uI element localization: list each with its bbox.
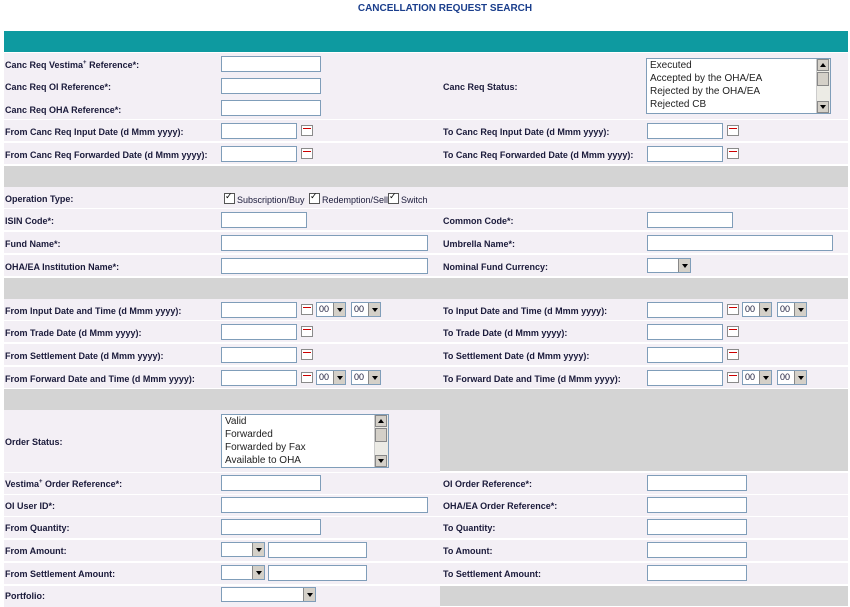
scroll-up-arrow-icon[interactable] <box>375 415 387 427</box>
list-item[interactable]: Accepted by the OHA/EA <box>650 73 763 84</box>
from-trade-date-label: From Trade Date (d Mmm yyyy): <box>5 328 142 338</box>
chevron-down-icon[interactable] <box>794 303 806 316</box>
calendar-icon[interactable] <box>727 148 739 159</box>
checkbox-subscription-buy[interactable]: ✓ Subscription/Buy <box>224 193 305 205</box>
from-quantity-label: From Quantity: <box>5 523 70 533</box>
chevron-down-icon[interactable] <box>303 588 315 601</box>
canc-req-vestima-ref-input[interactable] <box>221 56 321 72</box>
calendar-icon[interactable] <box>301 304 313 315</box>
calendar-icon[interactable] <box>301 326 313 337</box>
to-trade-date-input[interactable] <box>647 324 723 340</box>
oi-order-ref-input[interactable] <box>647 475 747 491</box>
page-title: CANCELLATION REQUEST SEARCH <box>357 3 533 14</box>
canc-req-vestima-ref-label: Canc Req Vestima+ Reference*: <box>5 60 140 70</box>
from-forward-datetime-label: From Forward Date and Time (d Mmm yyyy): <box>5 374 195 384</box>
common-code-label: Common Code*: <box>443 216 514 226</box>
checkbox-switch[interactable]: ✓ Switch <box>388 193 428 205</box>
from-settlement-amount-label: From Settlement Amount: <box>5 569 116 579</box>
nominal-fund-currency-select[interactable] <box>647 258 691 273</box>
chevron-down-icon[interactable] <box>794 371 806 384</box>
from-trade-date-input[interactable] <box>221 324 297 340</box>
chevron-down-icon[interactable] <box>368 303 380 316</box>
list-item[interactable]: Forwarded by Fax <box>225 442 306 453</box>
calendar-icon[interactable] <box>727 326 739 337</box>
canc-req-oha-ref-input[interactable] <box>221 100 321 116</box>
minute-select[interactable]: 00 <box>777 302 807 317</box>
to-canc-input-date-input[interactable] <box>647 123 723 139</box>
to-settlement-amount-input[interactable] <box>647 565 747 581</box>
to-trade-date-label: To Trade Date (d Mmm yyyy): <box>443 328 568 338</box>
minute-select[interactable]: 00 <box>351 370 381 385</box>
oha-institution-name-input[interactable] <box>221 258 428 274</box>
oha-order-ref-input[interactable] <box>647 497 747 513</box>
from-canc-input-date-label: From Canc Req Input Date (d Mmm yyyy): <box>5 127 184 137</box>
from-forward-date-input[interactable] <box>221 370 297 386</box>
from-settlement-date-input[interactable] <box>221 347 297 363</box>
calendar-icon[interactable] <box>727 304 739 315</box>
to-canc-input-date-label: To Canc Req Input Date (d Mmm yyyy): <box>443 127 610 137</box>
section-separator <box>4 389 848 410</box>
from-amount-input[interactable] <box>268 542 367 558</box>
oi-order-ref-label: OI Order Reference*: <box>443 479 533 489</box>
portfolio-label: Portfolio: <box>5 591 45 601</box>
chevron-down-icon[interactable] <box>759 371 771 384</box>
list-item[interactable]: Executed <box>650 60 692 71</box>
to-quantity-label: To Quantity: <box>443 523 496 533</box>
checkbox-checked-icon[interactable] <box>224 193 235 204</box>
to-amount-label: To Amount: <box>443 546 493 556</box>
listbox-scrollbar[interactable] <box>816 59 830 113</box>
to-settlement-amount-label: To Settlement Amount: <box>443 569 541 579</box>
list-item[interactable]: Forwarded <box>225 429 273 440</box>
canc-req-status-listbox[interactable] <box>646 58 831 114</box>
chevron-down-icon[interactable] <box>252 543 264 556</box>
umbrella-name-input[interactable] <box>647 235 833 251</box>
canc-req-status-label: Canc Req Status: <box>443 82 518 92</box>
isin-code-label: ISIN Code*: <box>5 216 55 226</box>
umbrella-name-label: Umbrella Name*: <box>443 239 516 249</box>
calendar-icon[interactable] <box>727 372 739 383</box>
minute-select[interactable]: 00 <box>777 370 807 385</box>
scroll-thumb[interactable] <box>817 72 829 86</box>
common-code-input[interactable] <box>647 212 733 228</box>
scroll-down-arrow-icon[interactable] <box>817 101 829 113</box>
list-item[interactable]: Valid <box>225 416 247 427</box>
to-canc-fwd-date-label: To Canc Req Forwarded Date (d Mmm yyyy): <box>443 150 634 160</box>
from-canc-fwd-date-label: From Canc Req Forwarded Date (d Mmm yyyy): <box>5 150 208 160</box>
calendar-icon[interactable] <box>301 148 313 159</box>
list-item[interactable]: Rejected CB <box>650 99 707 110</box>
checkbox-checked-icon[interactable] <box>309 193 320 204</box>
scroll-thumb[interactable] <box>375 428 387 442</box>
from-canc-input-date-input[interactable] <box>221 123 297 139</box>
chevron-down-icon[interactable] <box>252 566 264 579</box>
header-band <box>4 31 848 52</box>
to-input-date-input[interactable] <box>647 302 723 318</box>
chevron-down-icon[interactable] <box>678 259 690 272</box>
isin-code-input[interactable] <box>221 212 307 228</box>
from-quantity-input[interactable] <box>221 519 321 535</box>
checkbox-redemption-sell[interactable]: ✓ Redemption/Sell <box>309 193 388 205</box>
canc-req-oi-ref-label: Canc Req OI Reference*: <box>5 82 112 92</box>
list-item[interactable]: Rejected by the OHA/EA <box>650 86 761 97</box>
from-settlement-amount-currency-select[interactable] <box>221 565 265 580</box>
chevron-down-icon[interactable] <box>333 371 345 384</box>
from-amount-label: From Amount: <box>5 546 67 556</box>
listbox-scrollbar[interactable] <box>374 415 388 467</box>
chevron-down-icon[interactable] <box>759 303 771 316</box>
list-item[interactable]: Available to OHA <box>225 455 301 466</box>
hour-select[interactable]: 00 <box>742 370 772 385</box>
section-separator <box>4 166 848 187</box>
hour-select[interactable]: 00 <box>316 370 346 385</box>
fund-name-label: Fund Name*: <box>5 239 61 249</box>
calendar-icon[interactable] <box>727 349 739 360</box>
canc-req-oha-ref-label: Canc Req OHA Reference*: <box>5 105 122 115</box>
to-quantity-input[interactable] <box>647 519 747 535</box>
operation-type-label: Operation Type: <box>5 194 74 204</box>
oha-institution-name-label: OHA/EA Institution Name*: <box>5 262 120 272</box>
to-input-datetime-label: To Input Date and Time (d Mmm yyyy): <box>443 306 608 316</box>
oha-order-ref-label: OHA/EA Order Reference*: <box>443 501 558 511</box>
calendar-icon[interactable] <box>301 349 313 360</box>
vestima-order-ref-label: Vestima+ Order Reference*: <box>5 479 123 489</box>
to-forward-datetime-label: To Forward Date and Time (d Mmm yyyy): <box>443 374 621 384</box>
hour-select[interactable]: 00 <box>316 302 346 317</box>
order-status-listbox[interactable] <box>221 414 389 468</box>
calendar-icon[interactable] <box>301 125 313 136</box>
scroll-down-arrow-icon[interactable] <box>375 455 387 467</box>
portfolio-select[interactable] <box>221 587 316 602</box>
canc-req-oi-ref-input[interactable] <box>221 78 321 94</box>
from-input-datetime-label: From Input Date and Time (d Mmm yyyy): <box>5 306 182 316</box>
to-canc-fwd-date-input[interactable] <box>647 146 723 162</box>
oi-user-id-input[interactable] <box>221 497 428 513</box>
minute-select[interactable]: 00 <box>351 302 381 317</box>
calendar-icon[interactable] <box>301 372 313 383</box>
from-settlement-date-label: From Settlement Date (d Mmm yyyy): <box>5 351 164 361</box>
to-settlement-date-input[interactable] <box>647 347 723 363</box>
from-settlement-amount-input[interactable] <box>268 565 367 581</box>
chevron-down-icon[interactable] <box>368 371 380 384</box>
chevron-down-icon[interactable] <box>333 303 345 316</box>
fund-name-input[interactable] <box>221 235 428 251</box>
calendar-icon[interactable] <box>727 125 739 136</box>
scroll-up-arrow-icon[interactable] <box>817 59 829 71</box>
from-amount-currency-select[interactable] <box>221 542 265 557</box>
to-forward-date-input[interactable] <box>647 370 723 386</box>
order-status-label: Order Status: <box>5 437 63 447</box>
vestima-order-ref-input[interactable] <box>221 475 321 491</box>
from-input-date-input[interactable] <box>221 302 297 318</box>
checkbox-checked-icon[interactable] <box>388 193 399 204</box>
to-settlement-date-label: To Settlement Date (d Mmm yyyy): <box>443 351 590 361</box>
hour-select[interactable]: 00 <box>742 302 772 317</box>
oi-user-id-label: OI User ID*: <box>5 501 56 511</box>
nominal-fund-currency-label: Nominal Fund Currency: <box>443 262 549 272</box>
from-canc-fwd-date-input[interactable] <box>221 146 297 162</box>
section-separator <box>4 278 848 299</box>
to-amount-input[interactable] <box>647 542 747 558</box>
